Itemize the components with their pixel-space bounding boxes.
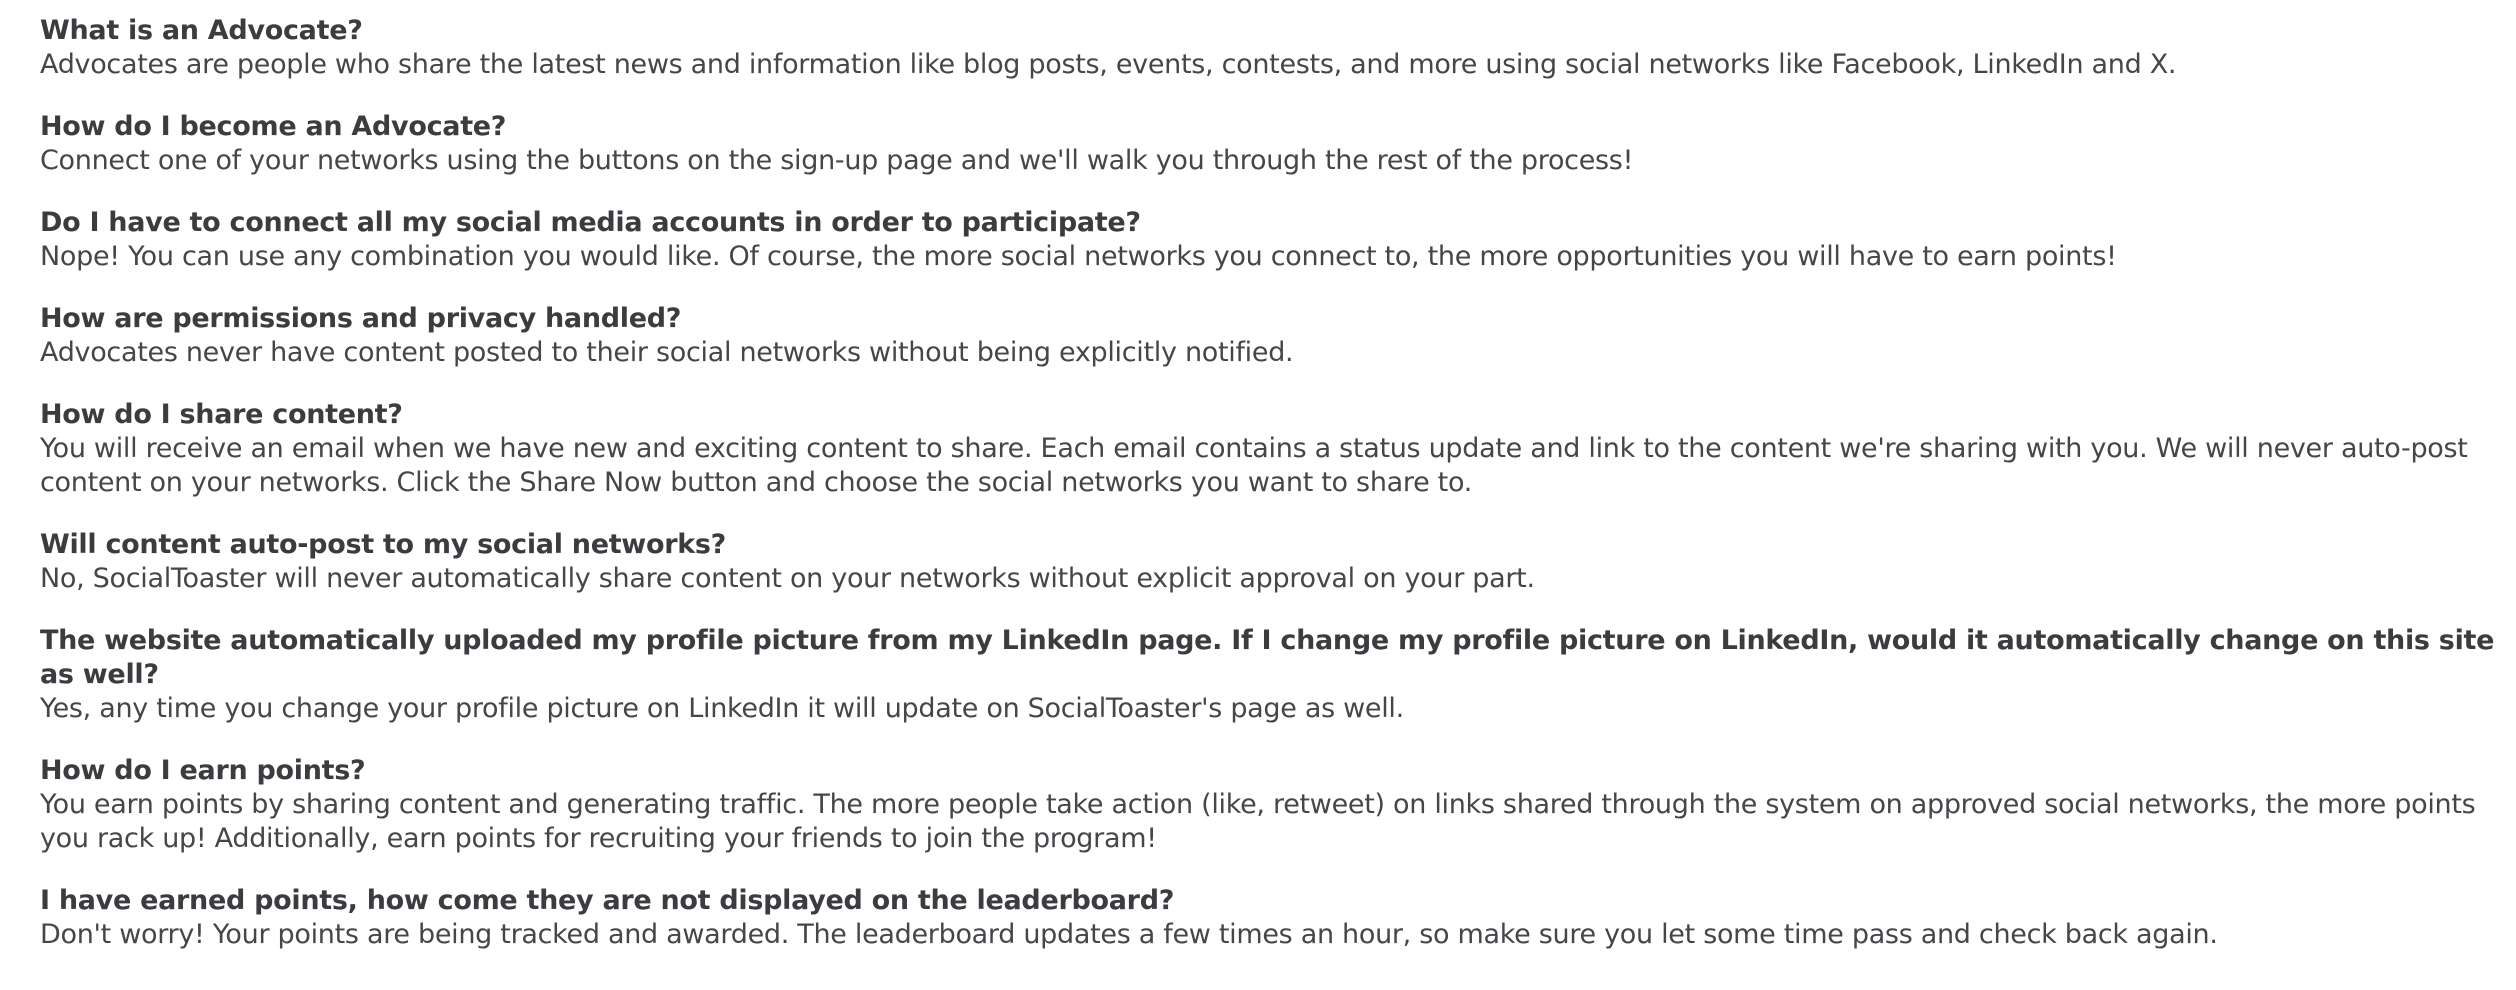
faq-question: The website automatically uploaded my profile picture from my LinkedIn page. If I change my profile picture on LinkedIn, would it automatically change on this site as well? (40, 625, 2495, 690)
faq-question: Will content auto-post to my social networks? (40, 529, 727, 560)
faq-question: I have earned points, how come they are not displayed on the leaderboard? (40, 885, 1175, 916)
faq-item-leaderboard (40, 884, 2510, 952)
faq-answer: Connect one of your networks using the buttons on the sign-up page and we'll walk you through the rest of the process! (40, 145, 1634, 176)
faq-question: How do I earn points? (40, 755, 366, 786)
faq-answer: Advocates are people who share the latest news and information like blog posts, events, contests, and more using social networks like Facebook, LinkedIn and X. (40, 49, 2177, 80)
faq-answer: Yes, any time you change your profile picture on LinkedIn it will update on SocialToaster's page as well. (40, 693, 1404, 724)
faq-question: How are permissions and privacy handled? (40, 303, 682, 334)
faq-item-what-is-advocate (40, 14, 2510, 82)
faq-item-profile-picture (40, 624, 2510, 726)
faq-answer: Advocates never have content posted to their social networks without being explicitly notified. (40, 337, 1294, 368)
faq-question: How do I share content? (40, 399, 403, 430)
faq-item-share-content (40, 398, 2510, 500)
faq-list (40, 14, 2510, 980)
faq-answer: You earn points by sharing content and generating traffic. The more people take action (like, retweet) on links shared through the system on approved social networks, the more points you rack up! Additionally, earn points for recruiting your friends to join the program! (40, 789, 2476, 854)
faq-question: What is an Advocate? (40, 15, 363, 46)
faq-answer: No, SocialToaster will never automatically share content on your networks without explicit approval on your part. (40, 563, 1535, 594)
faq-question: How do I become an Advocate? (40, 111, 507, 142)
faq-item-earn-points (40, 754, 2510, 856)
faq-question: Do I have to connect all my social media accounts in order to participate? (40, 207, 1141, 238)
faq-answer: Don't worry! Your points are being tracked and awarded. The leaderboard updates a few times an hour, so make sure you let some time pass and check back again. (40, 919, 2218, 950)
faq-answer: You will receive an email when we have new and exciting content to share. Each email contains a status update and link to the content we're sharing with you. We will never auto-post content on your networks. Click the Share Now button and choose the social networks you want to share to. (40, 433, 2468, 498)
faq-answer: Nope! You can use any combination you would like. Of course, the more social networks you connect to, the more opportunities you will have to earn points! (40, 241, 2117, 272)
faq-item-permissions-privacy (40, 302, 2510, 370)
faq-item-auto-post (40, 528, 2510, 596)
faq-item-become-advocate (40, 110, 2510, 178)
faq-item-connect-all-accounts (40, 206, 2510, 274)
